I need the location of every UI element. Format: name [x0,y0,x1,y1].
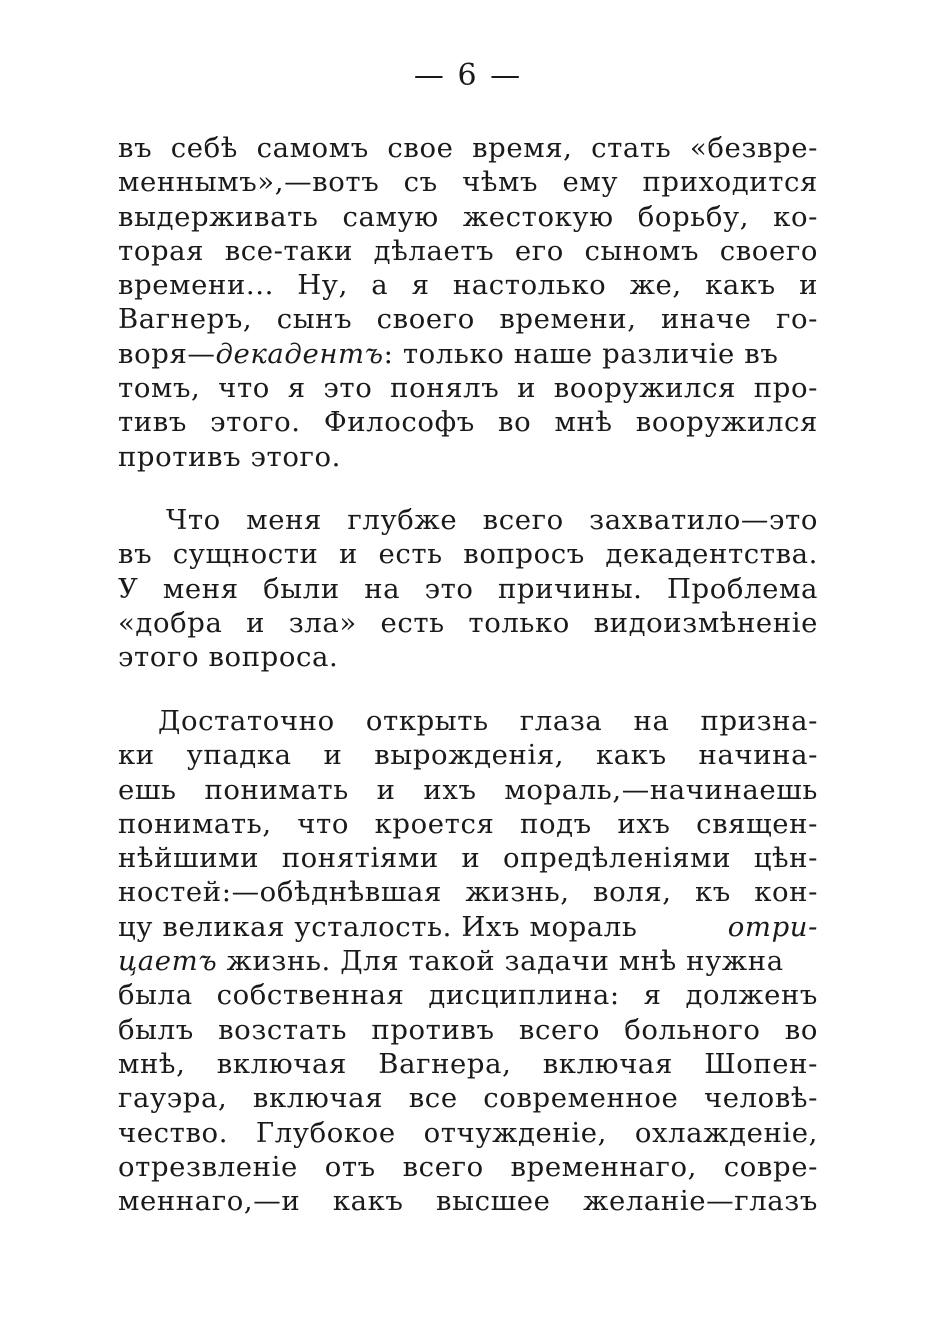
page-number: — 6 — [413,58,523,93]
text-line: «добра и зла» есть только видоизмѣненіе [118,606,818,639]
text-line: въ себѣ самомъ свое время, стать «безвре- [118,132,818,164]
text-line: нѣйшими понятіями и опредѣленіями цѣн- [118,842,818,875]
text-line: ностей:—обѣднѣвшая жизнь, воля, къ кон- [118,876,818,909]
text-line: торая все-таки дѣлаетъ его сыномъ своего [118,234,818,267]
text-line [118,910,818,944]
paragraph-3 [118,704,818,1218]
text-line: томъ, что я это понялъ и вооружился про- [118,372,818,405]
text-line: была собственная дисциплина: я долженъ [118,979,818,1012]
text-line: былъ возстать противъ всего больного во [118,1013,818,1046]
text-segment: : только наше различіе въ [383,337,779,370]
text-line: въ сущности и есть вопросъ декадентства. [118,538,818,571]
text-line: этого вопроса. [118,641,339,674]
text-line: противъ этого. [118,440,342,473]
italic-term: цаетъ [118,945,218,978]
text-line: понимать, что кроется подъ ихъ священ- [118,807,818,840]
text-line: ки упадка и вырожденія, какъ начина- [118,739,818,772]
paragraph-1 [118,131,818,474]
text-line: выдерживать самую жестокую борьбу, ко- [118,200,818,233]
text-line: Что меня глубже всего захватило—это [166,504,818,536]
text-line: тивъ этого. Философъ во мнѣ вооружился [118,406,818,439]
text-line: Достаточно открыть глаза на призна- [158,705,818,737]
text-line: времени... Ну, а я настолько же, какъ и [118,269,818,302]
italic-term: отри- [727,910,818,943]
text-segment: воря— [118,337,216,370]
text-line: меннаго,—и какъ высшее желаніе—глазъ [118,1185,818,1218]
text-segment: цу великая усталость. Ихъ мораль [118,910,647,943]
text-line: ешь понимать и ихъ мораль,—начинаешь [118,773,818,806]
text-line: У меня были на это причины. Проблема [118,572,818,605]
text-line [118,944,818,978]
text-line: Вагнеръ, сынъ своего времени, иначе го- [118,303,818,336]
text-line: мнѣ, включая Вагнера, включая Шопен- [118,1047,818,1080]
text-line: гауэра, включая все современное человѣ- [118,1082,818,1115]
text-line: меннымъ»,—вотъ съ чѣмъ ему приходится [118,166,818,199]
text-line: отрезвленіе отъ всего временнаго, совре- [118,1150,818,1183]
text-line [118,337,818,371]
italic-term: декадентъ [215,337,384,370]
text-segment: жизнь. Для такой задачи мнѣ нужна [217,945,784,978]
paragraph-2 [118,503,818,674]
text-line: чество. Глубокое отчужденіе, охлажденіе, [118,1116,818,1149]
